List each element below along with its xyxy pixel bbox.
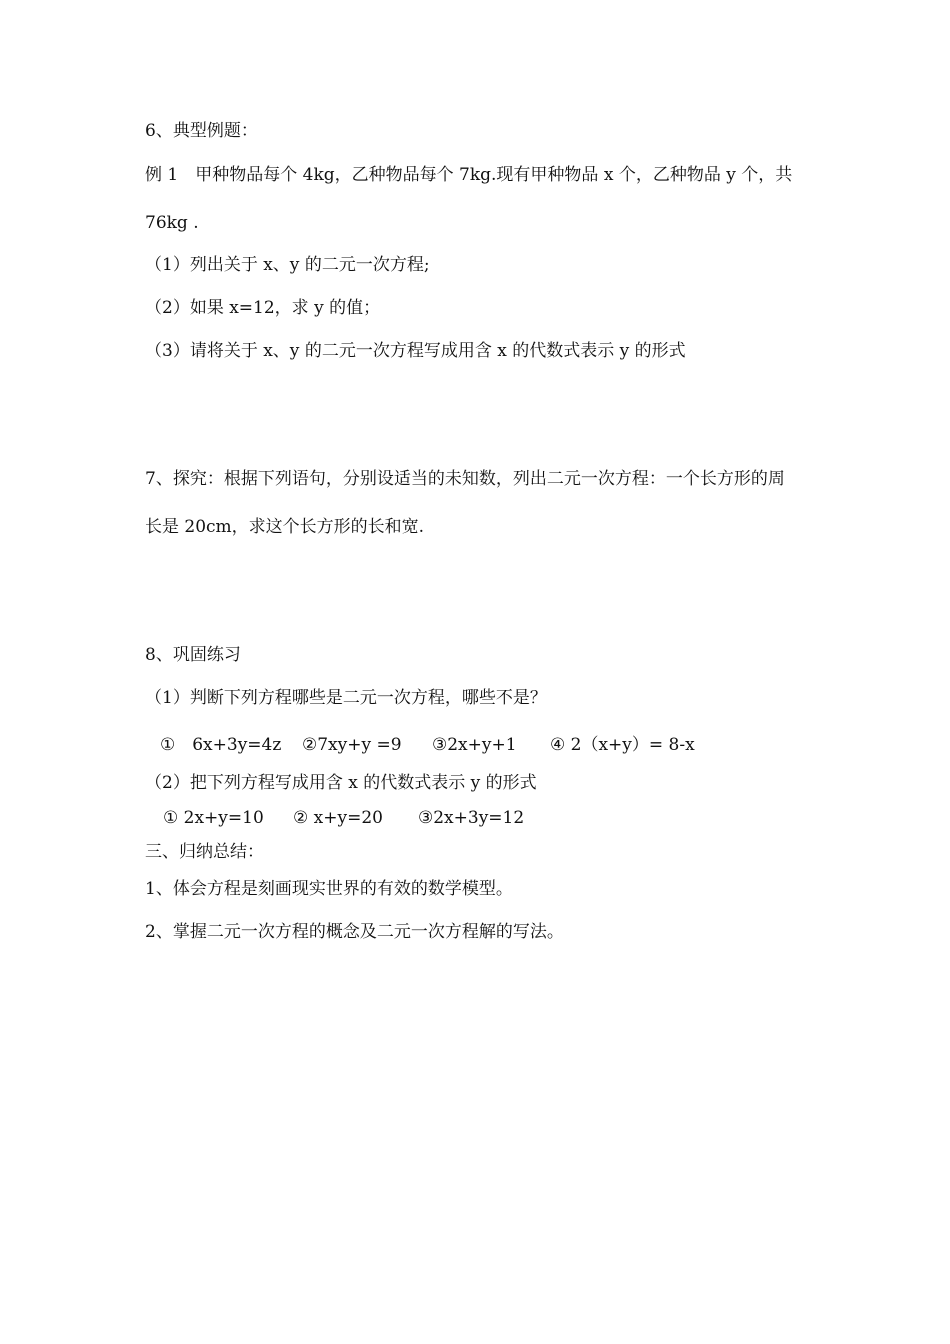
- equation-list-2: [163, 806, 524, 830]
- summary-item-2: 2、掌握二元一次方程的概念及二元一次方程解的写法。: [145, 922, 564, 942]
- equation-item: ④ 2（x+y）= 8-x: [550, 735, 695, 755]
- equation-item: ③2x+3y=12: [418, 808, 525, 828]
- section-7-line-2: 长是 20cm，求这个长方形的长和宽.: [145, 517, 425, 537]
- example-1-question-3: （3）请将关于 x、y 的二元一次方程写成用含 x 的代数式表示 y 的形式: [145, 341, 686, 361]
- equation-item: ① 6x+3y=4z: [160, 735, 282, 755]
- example-1-question-1: （1）列出关于 x、y 的二元一次方程;: [145, 255, 430, 275]
- summary-item-1: 1、体会方程是刻画现实世界的有效的数学模型。: [145, 879, 513, 899]
- section-8-heading: 8、巩固练习: [145, 645, 241, 665]
- equation-item: ① 2x+y=10: [163, 808, 264, 828]
- equation-item: ③2x+y+1: [432, 735, 517, 755]
- section-6-heading: 6、典型例题：: [145, 121, 258, 141]
- section-7-line-1: 7、探究：根据下列语句，分别设适当的未知数，列出二元一次方程：一个长方形的周: [145, 469, 785, 489]
- example-1-question-2: （2）如果 x=12，求 y 的值；: [145, 298, 381, 318]
- section-8-question-1: （1）判断下列方程哪些是二元一次方程，哪些不是？: [145, 688, 547, 708]
- equation-list-1: [160, 733, 695, 757]
- section-8-question-2: （2）把下列方程写成用含 x 的代数式表示 y 的形式: [145, 773, 537, 793]
- example-1-line-2: 76kg .: [145, 213, 199, 233]
- equation-item: ②7xy+y =9: [302, 735, 402, 755]
- summary-heading: 三、归纳总结：: [145, 842, 264, 862]
- equation-item: ② x+y=20: [293, 808, 383, 828]
- example-1-line-1: 例 1 甲种物品每个 4kg，乙种物品每个 7kg.现有甲种物品 x 个，乙种物品 y 个，共: [145, 165, 793, 185]
